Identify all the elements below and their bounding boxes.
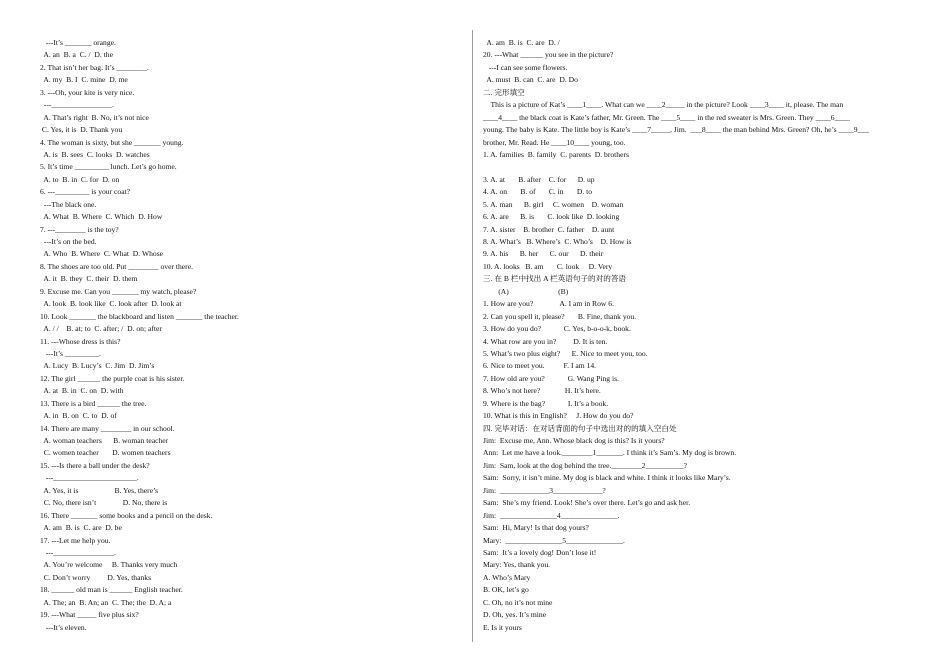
right-column-line: Mary: _______________5_______________.: [483, 535, 625, 545]
left-column-line: 16. There _______ some books and a pencil on the desk.: [40, 510, 213, 520]
left-column-line: ---________________.: [40, 100, 115, 110]
left-column-line: A. at B. in C. on D. with: [40, 386, 124, 396]
left-column-line: 3. ---Oh, your kite is very nice.: [40, 87, 135, 97]
left-column-line: 10. Look _______ the blackboard and listen _______ the teacher.: [40, 311, 239, 321]
right-column-line: (A) (B): [483, 286, 569, 296]
right-column-line: D. Oh, yes. It’s mine: [483, 610, 547, 620]
left-column-line: 7. ---________ is the toy?: [40, 224, 119, 234]
right-column-line: 8. A. What’s B. Where’s C. Who’s D. How is: [483, 237, 632, 246]
right-column-line: 10. What is this in English? J. How do you do?: [483, 411, 634, 421]
right-column-line: 1. A. families B. family C. parents D. brothers: [483, 149, 629, 159]
left-column: [40, 37, 460, 634]
left-column-line: ---It’s _________.: [40, 348, 101, 358]
left-column-line: 9. Excuse me. Can you _______ my watch, please?: [40, 286, 197, 296]
left-column-line: A. it B. they C. their D. them: [40, 274, 138, 284]
right-column-line: 9. A. his B. her C. our D. their: [483, 249, 604, 259]
left-column-line: A. That’s right B. No, it’s not nice: [40, 112, 149, 122]
right-column-line: A. must B. can C. are D. Do: [483, 75, 578, 85]
right-column-line: Ann: Let me have a look.________1_______. I think it’s Sam’s. My dog is brown.: [483, 448, 737, 458]
left-column-line: A. Yes, it is B. Yes, there’s: [40, 485, 159, 495]
right-column-line: A. am B. is C. are D. /: [483, 38, 560, 47]
left-column-line: A. in B. on C. to D. of: [40, 411, 117, 421]
right-column-line: 1. How are you? A. I am in Row 6.: [483, 299, 614, 309]
right-column-line: 7. How old are you? G. Wang Ping is.: [483, 373, 619, 383]
right-column-line: E. Is it yours: [483, 622, 522, 632]
left-column-line: 18. ______ old man is ______ English teacher.: [40, 585, 183, 595]
right-column-line: 10. A. looks B. am C. look D. Very: [483, 261, 613, 271]
right-column-line: 8. Who’s not here? H. It’s here.: [483, 386, 601, 396]
right-column-line: young. The baby is Kate. The little boy is Kate’s ____7_____, Jim. ___8____ the man behind Mrs. Green? Oh, he’s ____9___: [483, 125, 869, 135]
right-column-line: 6. A. are B. is C. look like D. looking: [483, 212, 620, 222]
right-column-line: Sam: She’s my friend. Look! She’s over there. Let’s go and ask her.: [483, 498, 691, 508]
left-column-line: A. look B. look like C. look after D. look at: [40, 299, 182, 309]
left-column-line: ---The black one.: [40, 199, 97, 209]
left-column-line: A. an B. a C. / D. the: [40, 50, 113, 60]
right-column-line: Sam: It’s a lovely dog! Don’t lose it!: [483, 547, 597, 557]
left-column-line: A. Who B. Where C. What D. Whose: [40, 249, 164, 259]
right-column-line: 5. A. man B. girl C. women D. woman: [483, 199, 624, 209]
right-column-line: Mary: Yes, thank you.: [483, 560, 551, 570]
left-column-line: A. You’re welcome B. Thanks very much: [40, 560, 178, 570]
left-column-line: 19. ---What _____ five plus six?: [40, 610, 139, 620]
left-column-line: A. to B. in C. for D. on: [40, 174, 120, 184]
left-column-line: 8. The shoes are too old. Put ________ over there.: [40, 261, 193, 271]
left-column-line: ---It’s _______ orange.: [40, 38, 116, 47]
right-column-line: 20. ---What ______ you see in the picture?: [483, 50, 614, 60]
left-column-line: 12. The girl ______ the purple coat is his sister.: [40, 373, 185, 383]
right-column-line: ____4____ the black coat is Kate’s father, Mr. Green. The ____5____ in the red sweater is Mrs. Green. They ____6____: [483, 112, 850, 122]
right-column-line: ---I can see some flowers.: [483, 62, 568, 72]
left-column-line: C. Yes, it is D. Thank you: [40, 125, 123, 135]
left-column-line: 5. It’s time _________ lunch. Let’s go home.: [40, 162, 177, 172]
right-column-line: A. Who’s Mary: [483, 572, 531, 582]
right-column-line: 9. Where is the bag? I. It’s a book.: [483, 398, 609, 408]
right-column-line: B. OK, let’s go: [483, 585, 529, 595]
left-column-line: 6. ---_________ is your coat?: [40, 187, 131, 197]
right-column-line: 3. How do you do? C. Yes, b-o-o-k, book.: [483, 324, 631, 334]
right-column-line: C. Oh, no it’s not mine: [483, 597, 553, 607]
left-column-line: A. am B. is C. are D. be: [40, 523, 122, 533]
left-column-line: ---________________.: [40, 547, 116, 557]
left-column-line: 15. ---Is there a ball under the desk?: [40, 460, 150, 470]
left-column-line: C. women teacher D. women teachers: [40, 448, 171, 458]
column-divider: [472, 30, 473, 642]
left-column-line: C. No, there isn’t D. No, there is: [40, 498, 168, 508]
left-column-line: A. The; an B. An; an C. The; the D. A; a: [40, 597, 172, 607]
right-column: [483, 37, 913, 634]
right-column-line: Jim: Excuse me, Ann. Whose black dog is this? Is it yours?: [483, 436, 665, 445]
right-column-line: brother, Mr. Read. He ____10____ young, too.: [483, 137, 626, 147]
left-column-line: C. Don’t worry D. Yes, thanks: [40, 572, 152, 582]
right-column-line: 4. What row are you in? D. It is ten.: [483, 336, 608, 346]
left-column-line: 11. ---Whose dress is this?: [40, 336, 121, 346]
right-column-line: 4. A. on B. of C. in D. to: [483, 187, 593, 197]
right-column-line: 二. 完形填空: [483, 87, 525, 97]
left-column-line: ---It’s eleven.: [40, 622, 87, 632]
left-column-line: 17. ---Let me help you.: [40, 535, 111, 545]
right-column-line: [483, 161, 913, 173]
right-column-line: Sam: Hi, Mary! Is that dog yours?: [483, 523, 589, 533]
left-column-line: A. / / B. at; to C. after; / D. on; after: [40, 324, 162, 334]
right-column-line: Jim: Sam, look at the dog behind the tree.________2__________?: [483, 460, 687, 470]
right-column-line: Sam: Sorry, it isn’t mine. My dog is black and white. I think it looks like Mary’s.: [483, 473, 731, 483]
left-column-line: A. Lucy B. Lucy’s C. Jim D. Jim’s: [40, 361, 155, 371]
right-column-line: 三. 在 B 栏中找出 A 栏英语句子的对的答语: [483, 274, 627, 284]
left-column-line: A. What B. Where C. Which D. How: [40, 212, 163, 222]
right-column-line: 5. What’s two plus eight? E. Nice to meet you, too.: [483, 348, 648, 358]
left-column-line: 4. The woman is sixty, but she _______ young.: [40, 137, 184, 147]
left-column-line: A. woman teachers B. woman teacher: [40, 436, 169, 445]
left-column-line: A. is B. sees C. looks D. watches: [40, 149, 150, 159]
left-column-line: 14. There are many ________ in our school.: [40, 423, 175, 433]
right-column-line: 3. A. at B. after C. for D. up: [483, 174, 595, 184]
left-column-line: 2. That isn’t her bag. It’s ________.: [40, 62, 149, 72]
right-column-line: 四. 完毕对话：在对话背面的句子中选出对的的填入空白处: [483, 423, 677, 433]
left-column-line: 13. There is a bird ______ the tree.: [40, 398, 147, 408]
right-column-line: Jim: _____________3_____________?: [483, 485, 606, 495]
right-column-line: 7. A. sister B. brother C. father D. aunt: [483, 224, 615, 234]
right-column-line: Jim: _______________4_______________.: [483, 510, 620, 520]
left-column-line: ---It’s on the bed.: [40, 237, 97, 246]
right-column-line: This is a picture of Kat’s ____1____. What can we ____2_____ in the picture? Look ____3____ it, please. The man: [483, 100, 844, 110]
right-column-line: 2. Can you spell it, please? B. Fine, thank you.: [483, 311, 637, 321]
left-column-line: A. my B. I C. mine D. me: [40, 75, 128, 85]
right-column-line: 6. Nice to meet you. F. I am 14.: [483, 361, 597, 371]
left-column-line: ---______________________.: [40, 473, 139, 483]
